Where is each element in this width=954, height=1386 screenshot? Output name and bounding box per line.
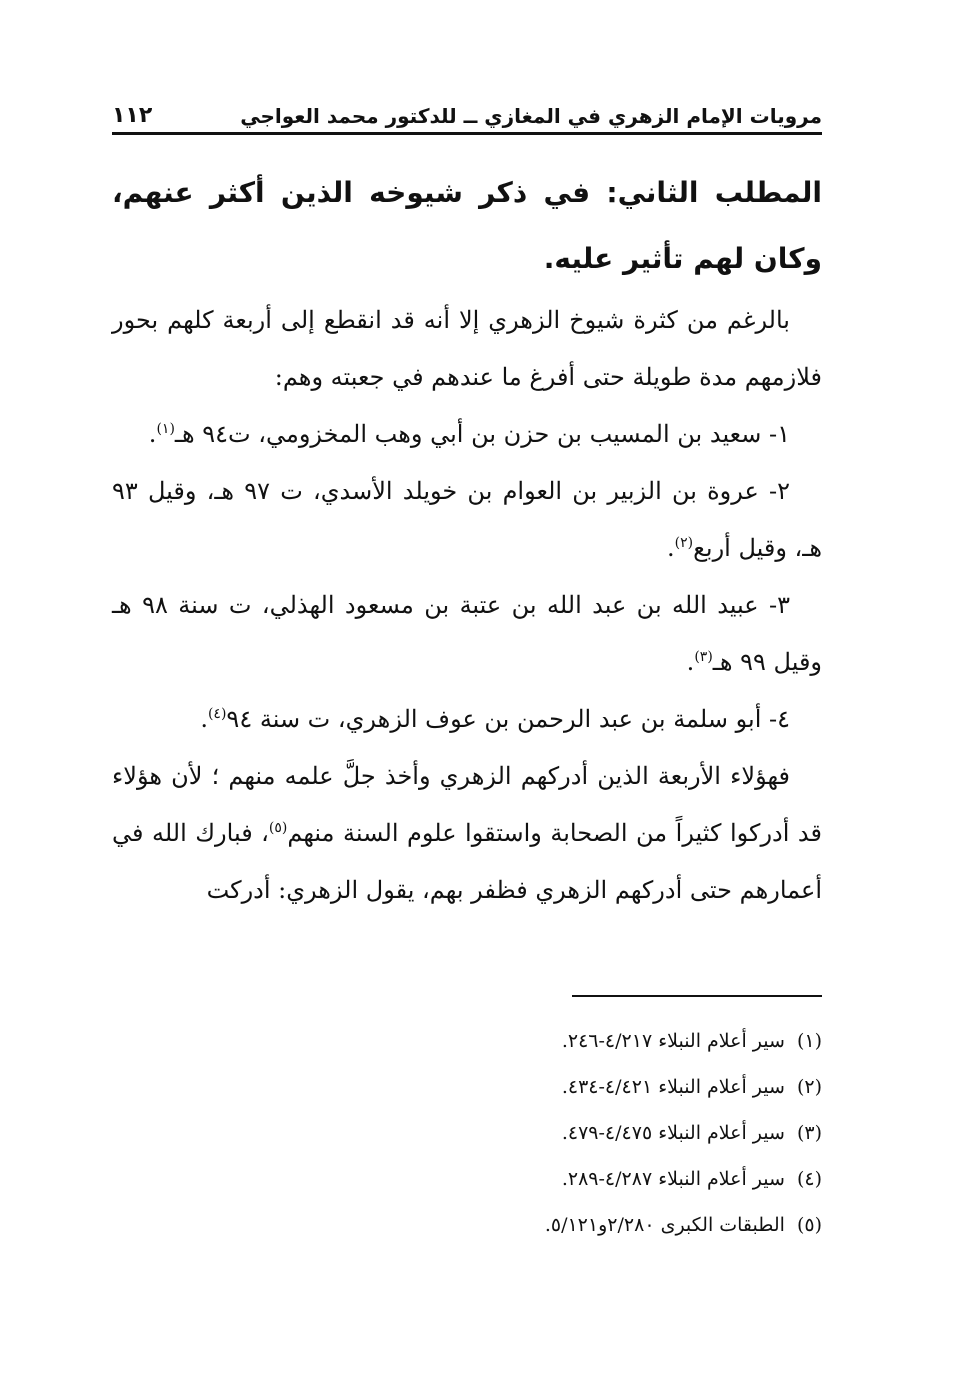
list-item-text: ٤- أبو سلمة بن عبد الرحمن بن عوف الزهري، ت سنة ٩٤ — [226, 705, 790, 733]
footnote-text: سير أعلام النبلاء ٤/٤٧٥-٤٧٩. — [561, 1122, 785, 1144]
list-item — [112, 463, 822, 577]
footnote-number: (٢) — [796, 1076, 822, 1098]
footnote — [112, 1156, 822, 1202]
list-item-text: ٢- عروة بن الزبير بن العوام بن خويلد الأسدي، ت ٩٧ هـ، وقيل ٩٣ هـ، وقيل أربع — [112, 477, 822, 562]
list-item-text: ١- سعيد بن المسيب بن حزن بن أبي وهب المخزومي، ت٩٤ هـ — [174, 420, 790, 448]
footnote — [112, 1018, 822, 1064]
footnote-number: (١) — [796, 1030, 822, 1052]
footnote-text: سير أعلام النبلاء ٤/٢١٧-٢٤٦. — [561, 1030, 785, 1052]
footnote-number: (٥) — [796, 1214, 822, 1236]
footnote — [112, 1110, 822, 1156]
footnote-ref[interactable]: (٤) — [207, 706, 227, 722]
footnote-text: سير أعلام النبلاء ٤/٢٨٧-٢٨٩. — [561, 1168, 785, 1190]
footnote-number: (٣) — [796, 1122, 822, 1144]
closing-paragraph — [112, 748, 822, 919]
footnote-ref[interactable]: (٣) — [694, 649, 713, 665]
list-item — [112, 406, 822, 463]
list-item-text: ٣- عبيد الله بن عبد الله بن عتبة بن مسعود الهذلي، ت سنة ٩٨ هـ وقيل ٩٩ هـ — [112, 591, 822, 676]
list-item-end: . — [148, 420, 157, 448]
footnote-number: (٤) — [796, 1168, 822, 1190]
closing-text-part2: ، فبارك الله في أعمارهم حتى أدركهم الزهري فظفر بهم، يقول الزهري: أدركت — [112, 819, 822, 904]
footnote-ref[interactable]: (١) — [156, 421, 175, 437]
footnote-text: الطبقات الكبرى ٢/٢٨٠و٥/١٢١. — [544, 1214, 785, 1236]
footnote-ref[interactable]: (٢) — [674, 535, 694, 551]
list-item-end: . — [200, 705, 208, 733]
section-heading: المطلب الثاني: في ذكر شيوخه الذين أكثر عنهم، وكان لهم تأثير عليه. — [112, 176, 822, 275]
footnote-ref[interactable]: (٥) — [268, 820, 288, 836]
header-title: مرويات الإمام الزهري في المغازي ــ للدكتور محمد العواجي — [240, 104, 822, 128]
list-item-end: . — [667, 534, 675, 562]
intro-paragraph: بالرغم من كثرة شيوخ الزهري إلا أنه قد انقطع إلى أربعة كلهم بحور فلازمهم مدة طويلة حتى أفرغ ما عندهم في جعبته وهم: — [112, 306, 822, 391]
list-item — [112, 577, 822, 691]
list-item-end: . — [686, 648, 695, 676]
closing-text-part1: فهؤلاء الأربعة الذين أدركهم الزهري وأخذ جلَّ علمه منهم ؛ لأن هؤلاء قد أدركوا كثيراً من الصحابة واستقوا علوم السنة منهم — [112, 762, 822, 847]
footnotes — [112, 1018, 822, 1248]
footnote-divider — [572, 995, 822, 997]
footnote-text: سير أعلام النبلاء ٤/٤٢١-٤٣٤. — [561, 1076, 785, 1098]
footnote — [112, 1202, 822, 1248]
body-text — [112, 292, 822, 919]
page-number: ١١٢ — [112, 103, 153, 128]
running-header — [112, 92, 822, 135]
list-item — [112, 691, 822, 748]
footnote — [112, 1064, 822, 1110]
